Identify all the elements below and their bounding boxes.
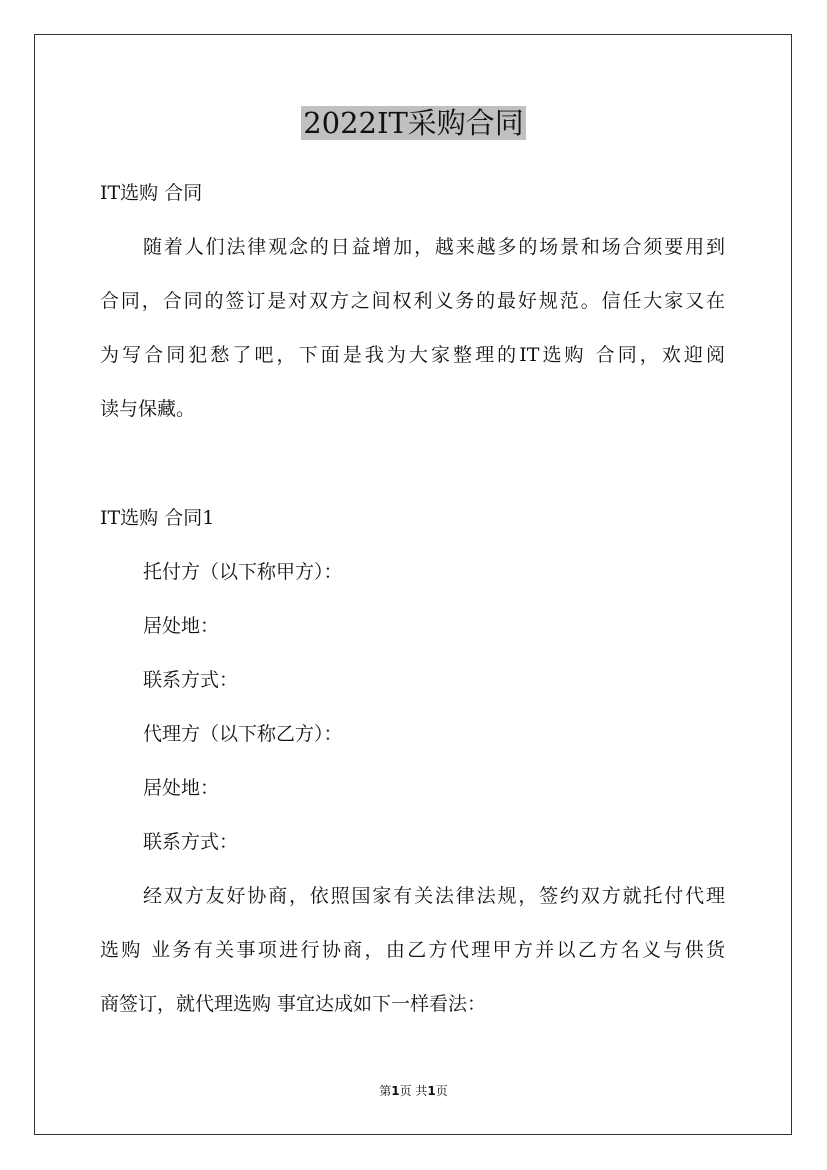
intro-line-4: 读与保藏。 <box>100 398 196 420</box>
page-footer-suffix: 页 <box>435 1084 448 1098</box>
intro-line-3: 为写合同犯愁了吧，下面是我为大家整理的IT选购 合同，欢迎阅 <box>100 344 725 366</box>
page-footer-number: 1 <box>391 1084 400 1098</box>
intro-line-1: 随着人们法律观念的日益增加，越来越多的场景和场合须要用到 <box>143 236 725 258</box>
intro-heading: IT选购 合同 <box>100 182 203 204</box>
party-line-client: 托付方（以下称甲方）： <box>143 561 343 583</box>
page-footer-prefix: 第 <box>379 1084 392 1098</box>
section-heading: IT选购 合同1 <box>100 507 215 529</box>
body-line-1: 经双方友好协商，依照国家有关法律法规，签约双方就托付代理 <box>143 885 725 907</box>
party-line-agent: 代理方（以下称乙方）： <box>143 723 343 745</box>
body-line-2: 选购 业务有关事项进行协商，由乙方代理甲方并以乙方名义与供货 <box>100 939 725 961</box>
party-line-client-contact: 联系方式： <box>143 669 239 691</box>
party-line-client-address: 居处地： <box>143 615 220 637</box>
document-title-text: 2022IT采购合同 <box>303 106 524 140</box>
page-footer <box>0 1083 827 1099</box>
page-footer-mid: 页 共 <box>399 1084 428 1098</box>
party-line-agent-contact: 联系方式： <box>143 831 239 853</box>
document-title <box>0 103 827 143</box>
intro-line-2: 合同，合同的签订是对双方之间权利义务的最好规范。信任大家又在 <box>100 290 725 312</box>
page-footer-total: 1 <box>427 1084 436 1098</box>
party-line-agent-address: 居处地： <box>143 777 220 799</box>
body-line-3: 商签订，就代理选购 事宜达成如下一样看法： <box>100 993 487 1015</box>
